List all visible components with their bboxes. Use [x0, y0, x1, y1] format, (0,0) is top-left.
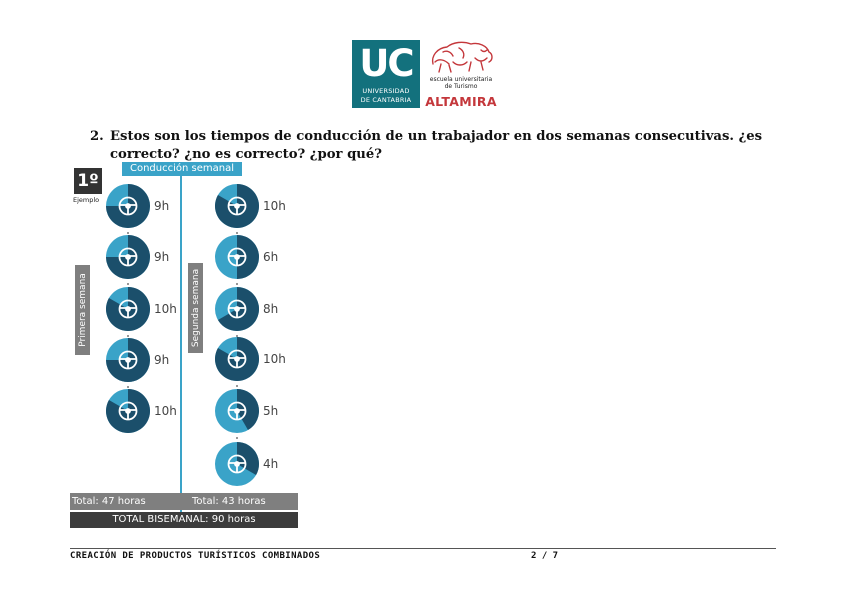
- week1-hours-label: 10h: [154, 404, 177, 418]
- footer-divider: [70, 548, 776, 549]
- driving-gauge: [215, 184, 259, 228]
- week2-hours-label: 10h: [263, 199, 286, 213]
- driving-gauge: [106, 389, 150, 433]
- driving-time-infographic: [70, 160, 300, 530]
- bison-drawing-icon: [423, 38, 499, 78]
- question-number: 2.: [90, 129, 104, 144]
- week-badge: 1º: [74, 168, 102, 194]
- center-divider: [180, 176, 182, 513]
- week2-total: Total: 43 horas: [182, 493, 298, 510]
- connector-dot: [236, 232, 238, 234]
- driving-gauge: [106, 338, 150, 382]
- week1-label-text: Primera semana: [77, 273, 88, 347]
- footer-page-number: 2 / 7: [531, 551, 559, 561]
- altamira-line1: escuela universitaria: [429, 76, 493, 83]
- week1-total: Total: 47 horas: [70, 493, 182, 510]
- week2-label-text: Segunda semana: [190, 268, 201, 348]
- connector-dot: [127, 386, 129, 388]
- week1-hours-label: 9h: [154, 250, 170, 264]
- driving-gauge: [215, 287, 259, 331]
- week2-hours-label: 8h: [263, 302, 279, 316]
- uc-logo-letters: UC: [359, 42, 413, 85]
- gauge-fill: [237, 235, 259, 279]
- driving-gauge: [106, 184, 150, 228]
- connector-dot: [236, 385, 238, 387]
- uc-logo-line1: UNIVERSIDAD: [362, 87, 410, 95]
- driving-gauge: [106, 235, 150, 279]
- altamira-name: ALTAMIRA: [425, 94, 497, 109]
- infographic-caption: Conducción semanal: [122, 162, 242, 176]
- week1-hours-label: 9h: [154, 199, 170, 213]
- week1-hours-label: 9h: [154, 353, 170, 367]
- week2-hours-label: 4h: [263, 457, 279, 471]
- week1-label: [75, 265, 90, 355]
- driving-gauge: [215, 389, 259, 433]
- uc-logo: [352, 40, 420, 108]
- connector-dot: [127, 335, 129, 337]
- driving-gauge: [106, 287, 150, 331]
- question-text: Estos son los tiempos de conducción de un trabajador en dos semanas consecutivas. ¿es correcto? ¿no es correcto? ¿por qué?: [110, 129, 763, 162]
- driving-gauge: [215, 442, 259, 486]
- week1-hours-label: 10h: [154, 302, 177, 316]
- week2-hours-label: 6h: [263, 250, 279, 264]
- footer-title: CREACIÓN DE PRODUCTOS TURÍSTICOS COMBINADOS: [70, 551, 321, 561]
- badge-subtitle: Ejemplo: [73, 196, 100, 204]
- connector-dot: [236, 437, 238, 439]
- driving-gauge: [215, 337, 259, 381]
- altamira-line2: de Turismo: [444, 83, 478, 90]
- week2-hours-label: 5h: [263, 404, 279, 418]
- biweekly-total: TOTAL BISEMANAL: 90 horas: [70, 512, 298, 528]
- week2-hours-label: 10h: [263, 352, 286, 366]
- driving-gauge: [215, 235, 259, 279]
- connector-dot: [127, 232, 129, 234]
- connector-dot: [127, 283, 129, 285]
- altamira-logo: [423, 38, 499, 110]
- connector-dot: [236, 283, 238, 285]
- week2-label: [188, 263, 203, 353]
- uc-logo-line2: DE CANTABRIA: [360, 96, 412, 104]
